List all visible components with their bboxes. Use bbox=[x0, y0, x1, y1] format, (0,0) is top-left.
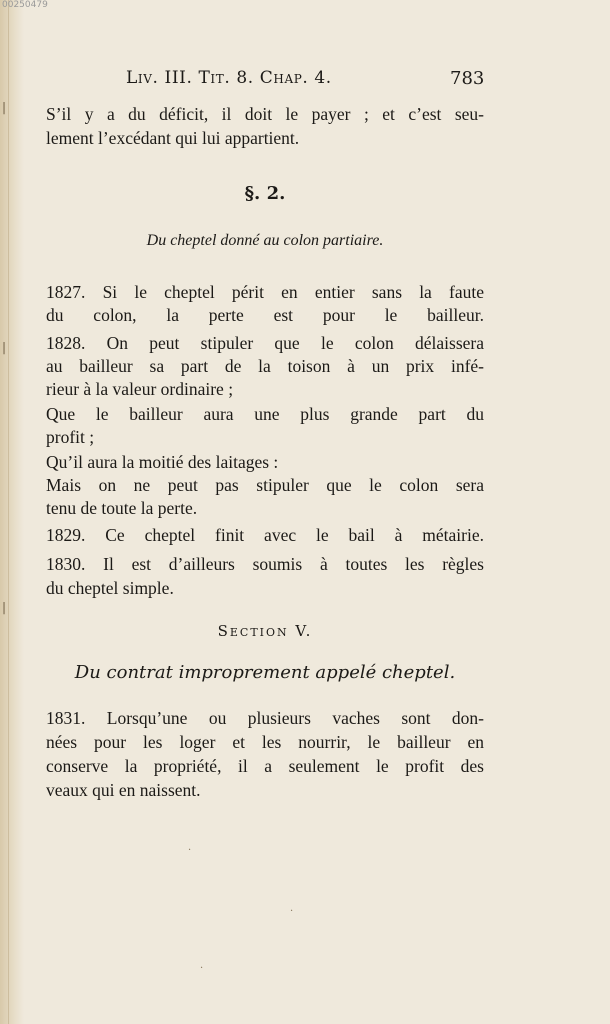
section-title: Section V. bbox=[217, 622, 313, 640]
section-heading: §. 2. bbox=[244, 183, 286, 204]
paper-speck: · bbox=[290, 906, 294, 917]
text-line: du colon, la perte est pour le bailleur. bbox=[46, 305, 484, 325]
paper-speck: · bbox=[200, 963, 204, 974]
text-line: S’il y a du déficit, il doit le payer ; et c’est seu- bbox=[46, 104, 484, 124]
text-line: Mais on ne peut pas stipuler que le colon sera bbox=[46, 475, 484, 495]
subsection-title: Du contrat improprement appelé cheptel. bbox=[74, 662, 456, 683]
text-line: lement l’excédant qui lui appartient. bbox=[46, 128, 300, 148]
text-line: Qu’il aura la moitié des laitages : bbox=[46, 452, 279, 472]
text-line: nées pour les loger et les nourrir, le bailleur en bbox=[46, 732, 484, 752]
page-header bbox=[0, 68, 610, 94]
binding-gutter bbox=[0, 0, 24, 1024]
paper-speck: · bbox=[188, 845, 192, 856]
binding-crease bbox=[8, 0, 9, 1024]
text-line: au bailleur sa part de la toison à un prix infé- bbox=[46, 356, 484, 376]
subsection-title: Du cheptel donné au colon partiaire. bbox=[146, 232, 384, 249]
text-line: Que le bailleur aura une plus grande part du bbox=[46, 404, 484, 424]
page-edge-mark: | bbox=[2, 340, 7, 354]
text-line: 1829. Ce cheptel finit avec le bail à métairie. bbox=[46, 525, 484, 545]
text-line: 1830. Il est d’ailleurs soumis à toutes les règles bbox=[46, 554, 484, 574]
page-edge-mark: | bbox=[2, 100, 7, 114]
text-line: profit ; bbox=[46, 427, 95, 447]
text-line: veaux qui en naissent. bbox=[46, 780, 201, 800]
page-number: 783 bbox=[450, 68, 485, 89]
text-line: rieur à la valeur ordinaire ; bbox=[46, 379, 234, 399]
text-line: 1827. Si le cheptel périt en entier sans la faute bbox=[46, 282, 484, 302]
text-line: 1831. Lorsqu’une ou plusieurs vaches sont don- bbox=[46, 708, 484, 728]
text-line: 1828. On peut stipuler que le colon délaissera bbox=[46, 333, 484, 353]
text-line: tenu de toute la perte. bbox=[46, 498, 198, 518]
running-head: Liv. III. Tit. 8. Chap. 4. bbox=[126, 68, 332, 88]
text-line: du cheptel simple. bbox=[46, 578, 174, 598]
library-stamp: 00250479 bbox=[2, 0, 48, 10]
text-line: conserve la propriété, il a seulement le profit des bbox=[46, 756, 484, 776]
page-edge-mark: | bbox=[2, 600, 7, 614]
